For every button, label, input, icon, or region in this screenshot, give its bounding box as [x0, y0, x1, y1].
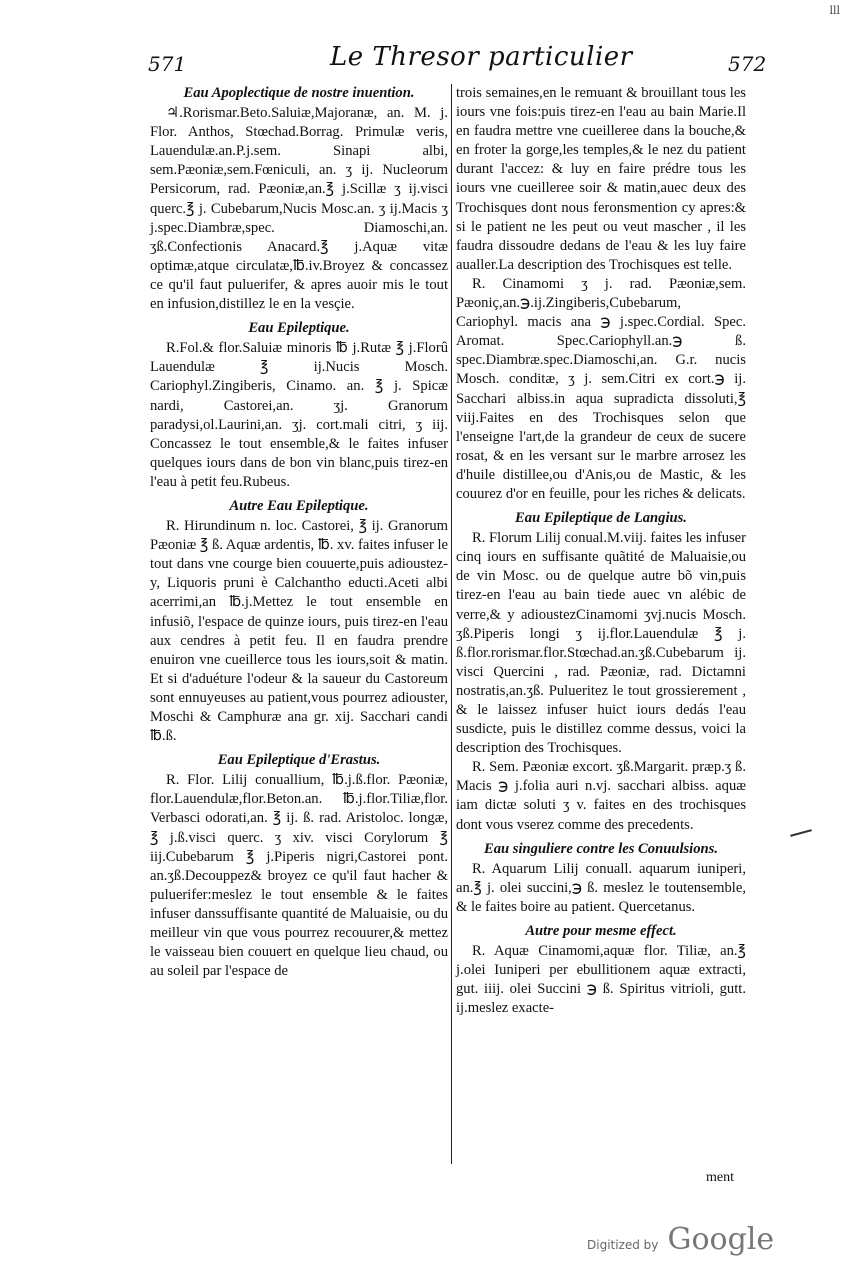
recipe-paragraph: R. Cinamomi ʒ j. rad. Pæoniæ,sem. Pæoniç,an.℈.ij.Zingiberis,Cubebarum, Cariophyl. macis ana ℈ j.spec.Cordial. Spec. Aromat. Spec.Cariophyll.an.℈ ß. spec.Diambræ.spec.Diamoschi,an. G.r. nucis Mosch. conditæ, ʒ j. sem.Citri ex cort.℈ ij. Sacchari albiss.in aqua supradicta dissoluti,℥ viij.Faites en des Trochisques selon que l'enseigne l'art,de la grandeur de ceux de sucere rosat, & en les versant sur le marbre arrosez les d'huile distillee,ou d'Anis,ou de Mastic, & les couurez d'or en feuille, pour les riches & delicats. — [456, 275, 746, 502]
page-header — [0, 38, 854, 78]
recipe-paragraph: R. Aquæ Cinamomi,aquæ flor. Tiliæ, an.℥ j.olei Iuniperi per ebullitionem aquæ extracti, gut. iiij. olei Succini ℈ ß. Spiritus vitrioli, gutt. ij.meslez exacte- — [456, 943, 746, 1017]
section-heading: Eau Apoplectique de nostre inuention. — [183, 85, 415, 101]
recipe-paragraph: R. Flor. Lilij conuallium, ℔.j.ß.flor. Pæoniæ, flor.Lauendulæ,flor.Beton.an. ℔.j.flor.Tiliæ,flor. Verbasci odorati,an. ℥ ij. ß. rad. Aristoloc. longæ, ℥ j.ß.visci querc. ʒ xiv. visci Corylorum ℥ iij.Cubebarum ℥ j.Piperis nigri,Castorei pont. an.ʒß.Decouppez& broyez ce qu'il faut hacher & puluerifer:meslez le tout ensemble & le faites infuser danssuffisante quantité de Maluaisie, ou du meilleur vin que vous pourrez recouurer,& mettez le vaisseau bien couuert en quelque lieu chaud, ou au soleil par l'espace de — [150, 772, 448, 980]
section-heading: Eau Epileptique de Langius. — [515, 510, 687, 527]
recipe-paragraph: R. Sem. Pæoniæ excort. ʒß.Margarit. præp.ʒ ß. Macis ℈ j.folia auri n.vj. sacchari albiss. aquæ iam dictæ soluti ʒ v. faites en des trochisques dont vous vserez comme des precedents. — [456, 759, 746, 833]
right-column — [456, 84, 746, 1019]
section-heading: Eau Epileptique d'Erastus. — [217, 752, 381, 769]
margin-mark — [790, 829, 812, 837]
recipe-paragraph: ♃.Rorismar.Beto.Saluiæ,Majoranæ, an. M. j. Flor. Anthos, Stœchad.Borrag. Primulæ veris, Lauendulæ.an.P.j.sem. Sinapi albi, sem.Pæoniæ,sem.Fœniculi, an. ʒ ij. Nucleorum Persicorum, rad. Pæoniæ,an.℥ j.Scillæ ʒ ij.visci querc.℥ j. Cubebarum,Nucis Mosc.an. ʒ ij.Macis ʒ j.spec.Diambræ,spec. Diamoschi,an. ʒß.Confectionis Anacard.℥ j.Aquæ vitæ optimæ,atque circulatæ,℔.iv.Broyez & concassez ce qu'il faut puluerifer, & apres auoir mis le tout en infusion,distillez le en la vesçie. — [150, 105, 448, 313]
catchword: ment — [706, 1170, 734, 1185]
continued-paragraph: trois semaines,en le remuant & brouillant tous les iours vne fois:puis tirez-en l'eau au bain Marie.Il en faudra mettre vne cueilleree dans la bouche,& en froter la gorge,les temples,& le nez du patient durant l'accez: & luy en faire prédre tous les iours vne cueilleree soir & matin,auec deux des Trochisques dont nous feronsmention cy apres:& si le patient ne les peut ou veut mascher , il les faudra dissoudre dedans de l'eau & les luy faire aualler.La description des Trochisques est telle. — [456, 85, 746, 273]
page-number-right: 572 — [728, 52, 767, 76]
section-heading: Autre Eau Epileptique. — [229, 497, 369, 514]
section-heading: Eau singuliere contre les Conuulsions. — [484, 840, 718, 857]
digitized-watermark — [587, 1222, 774, 1257]
section-heading: Eau Epileptique. — [248, 320, 350, 337]
recipe-paragraph: R. Florum Lilij conual.M.viij. faites les infuser cinq iours en suffisante quãtité de Maluaisie,ou de vin Mosc. ou de quelque autre bõ vin,puis tirez-en l'eau au bain tiede auec vn alébic de verre,& y adioustezCinamomi ʒvj.nucis Mosch. ʒß.Piperis longi ʒ ij.flor.Lauendulæ ℥ j. ß.flor.rorismar.flor.Stœchad.an.ʒß.Cubebarum ij. visci Quercini , rad. Pæoniæ, rad. Dictamni nostratis,an.ʒß. Pulueritez le tout grossierement , & le laissez infuser huict iours dedás l'eau susdicte, puis le distillez comme dessus, voici la description des Trochisques. — [456, 530, 747, 757]
recipe-paragraph: R. Hirundinum n. loc. Castorei, ℥ ij. Granorum Pæoniæ ℥ ß. Aquæ ardentis, ℔. xv. faites infuser le tout dans vne courge bien couuerte,puis adioustez-y, Liquoris pruni è Calchantho educti.Aceti albi acerrimi,an ℔.j.Mettez le tout ensemble en infusiõ, l'espace de quinze iours, puis tirez-en l'eau aux cendres à petit feu. Il en faudra prendre enuiron vne cueillerce tous les iours,soit & matin. Et si d'aduéture l'odeur & la saueur du Castoreum sont ennuyeuses au patient,vous pourrez adiouster, Moschi & Camphuræ ana gr. xij. Sacchari candi ℔.ß. — [150, 518, 448, 745]
page-number-left: 571 — [148, 52, 187, 76]
google-logo: Google — [667, 1222, 775, 1257]
recipe-paragraph: R. Aquarum Lilij conuall. aquarum iuniperi, an.℥ j. olei succini,℈ ß. meslez le toutensemble, & le faites boire au patient. Quercetanus. — [456, 860, 746, 915]
left-column — [150, 84, 448, 981]
recipe-paragraph: R.Fol.& flor.Saluiæ minoris ℔ j.Rutæ ℥ j.Florû Lauendulæ ℥ ij.Nucis Mosch. Cariophyl.Zingiberis, Cinamo. an. ℥ j. Spicæ nardi, Castorei,an. ʒj. Granorum paradysi,ol.Laurini,an. ʒj. cort.mali citri, ʒ iij. Concassez le tout ensemble,& le faites infuser quelques iours dans de bon vin blanc,puis tirez-en l'eau à petit feu.Rubeus. — [150, 340, 448, 490]
column-divider — [451, 84, 452, 1164]
corner-mark: lll — [829, 4, 840, 17]
running-title: Le Thresor particulier — [330, 42, 633, 72]
section-heading: Autre pour mesme effect. — [525, 923, 677, 940]
digitized-by-text: Digitized by — [587, 1238, 659, 1252]
